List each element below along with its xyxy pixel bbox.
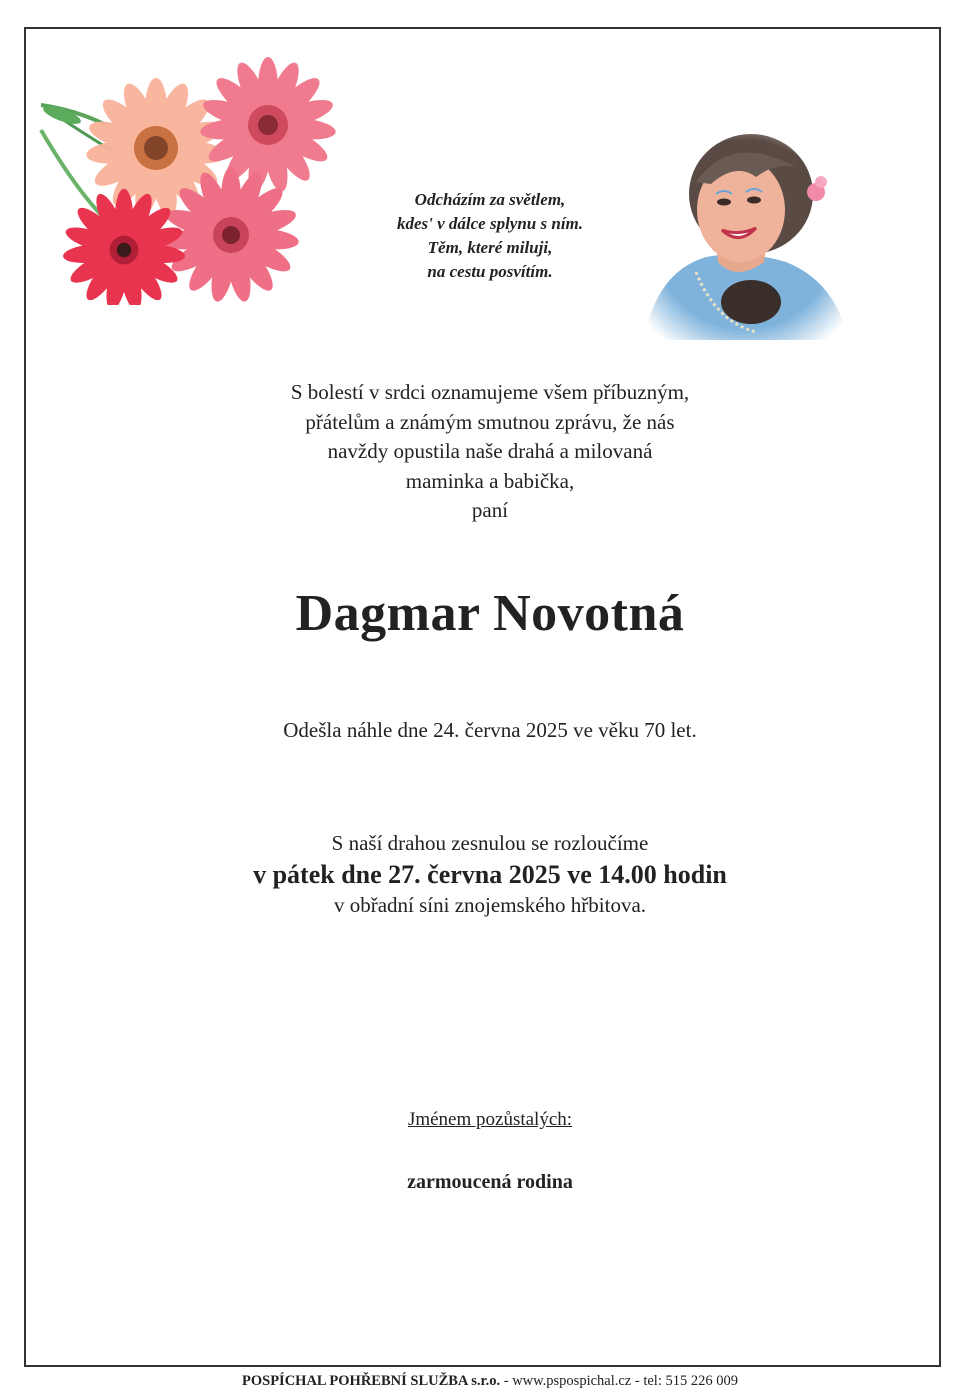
death-notice: Odešla náhle dne 24. června 2025 ve věku 70 let.	[283, 718, 697, 742]
gerbera-flowers-image	[36, 40, 341, 305]
farewell-place: v obřadní síni znojemského hřbitova.	[333, 893, 647, 917]
poem-line: Těm, které miluji,	[427, 238, 553, 257]
footer-company: POSPÍCHAL POHŘEBNÍ SLUŽBA s.r.o.	[242, 1373, 501, 1389]
farewell-intro: S naší drahou zesnulou se rozloučíme	[331, 831, 649, 855]
farewell-date-time: v pátek dne 27. června 2025 ve 14.00 hodin	[253, 860, 727, 889]
announcement-line: S bolestí v srdci oznamujeme všem příbuzným,	[290, 380, 690, 404]
announcement-text	[190, 378, 790, 526]
footer	[80, 1370, 900, 1392]
on-behalf-label: Jménem pozůstalých:	[407, 1109, 573, 1130]
announcement-line: paní	[471, 498, 509, 522]
poem-line: na cestu posvítím.	[427, 262, 553, 281]
poem-line: Odcházím za světlem,	[414, 190, 566, 209]
deceased-name: Dagmar Novotná	[295, 585, 685, 642]
announcement-line: navždy opustila naše drahá a milovaná	[327, 439, 653, 463]
announcement-line: maminka a babička,	[405, 468, 575, 493]
poem	[345, 188, 635, 284]
footer-contact: - www.psposp​ichal.cz - tel: 515 226 009	[500, 1373, 738, 1389]
announcement-line: přátelům a známým smutnou zprávu, že nás	[305, 409, 675, 434]
poem-line: kdes' v dálce splynu s ním.	[396, 214, 584, 233]
farewell-info	[90, 829, 890, 920]
portrait-photo	[636, 122, 854, 347]
signed-by: zarmoucená rodina	[407, 1171, 573, 1193]
